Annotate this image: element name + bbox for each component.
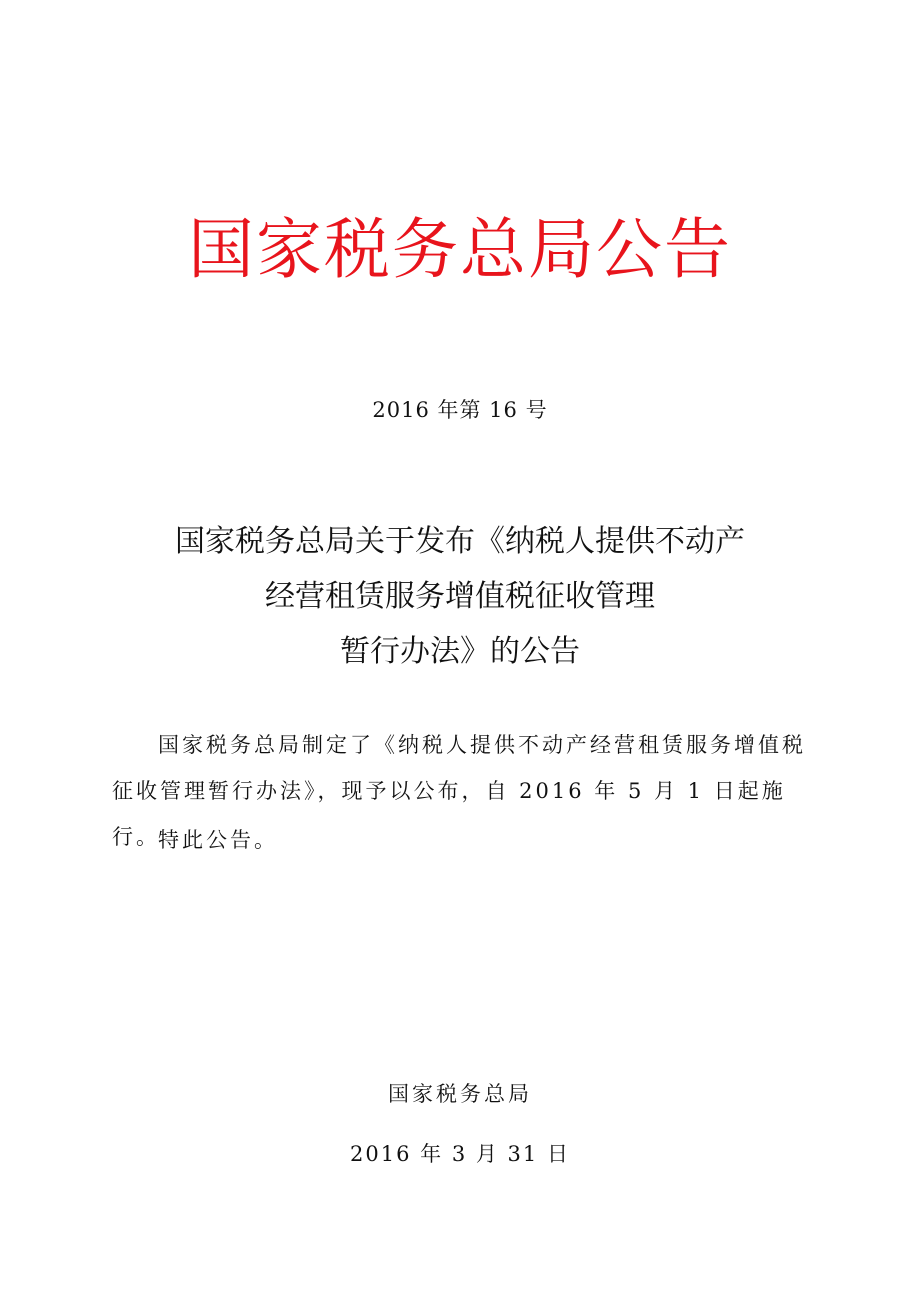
title-line-1: 国家税务总局关于发布《纳税人提供不动产: [175, 524, 745, 559]
title-line-2: 经营租赁服务增值税征收管理: [265, 579, 655, 614]
closing-remark: 特此公告。: [158, 828, 278, 852]
document-number: 2016 年第 16 号: [372, 398, 548, 422]
masthead-title: 国家税务总局公告: [188, 211, 732, 288]
title-line-3: 暂行办法》的公告: [340, 634, 580, 669]
issue-date: 2016 年 3 月 31 日: [350, 1142, 570, 1166]
document-title: [0, 514, 920, 679]
issuer-signature: 国家税务总局: [388, 1082, 532, 1106]
body-paragraph: 国家税务总局制定了《纳税人提供不动产经营租赁服务增值税征收管理暂行办法》，现予以公布，自 2016 年 5 月 1 日起施行。: [112, 733, 806, 849]
